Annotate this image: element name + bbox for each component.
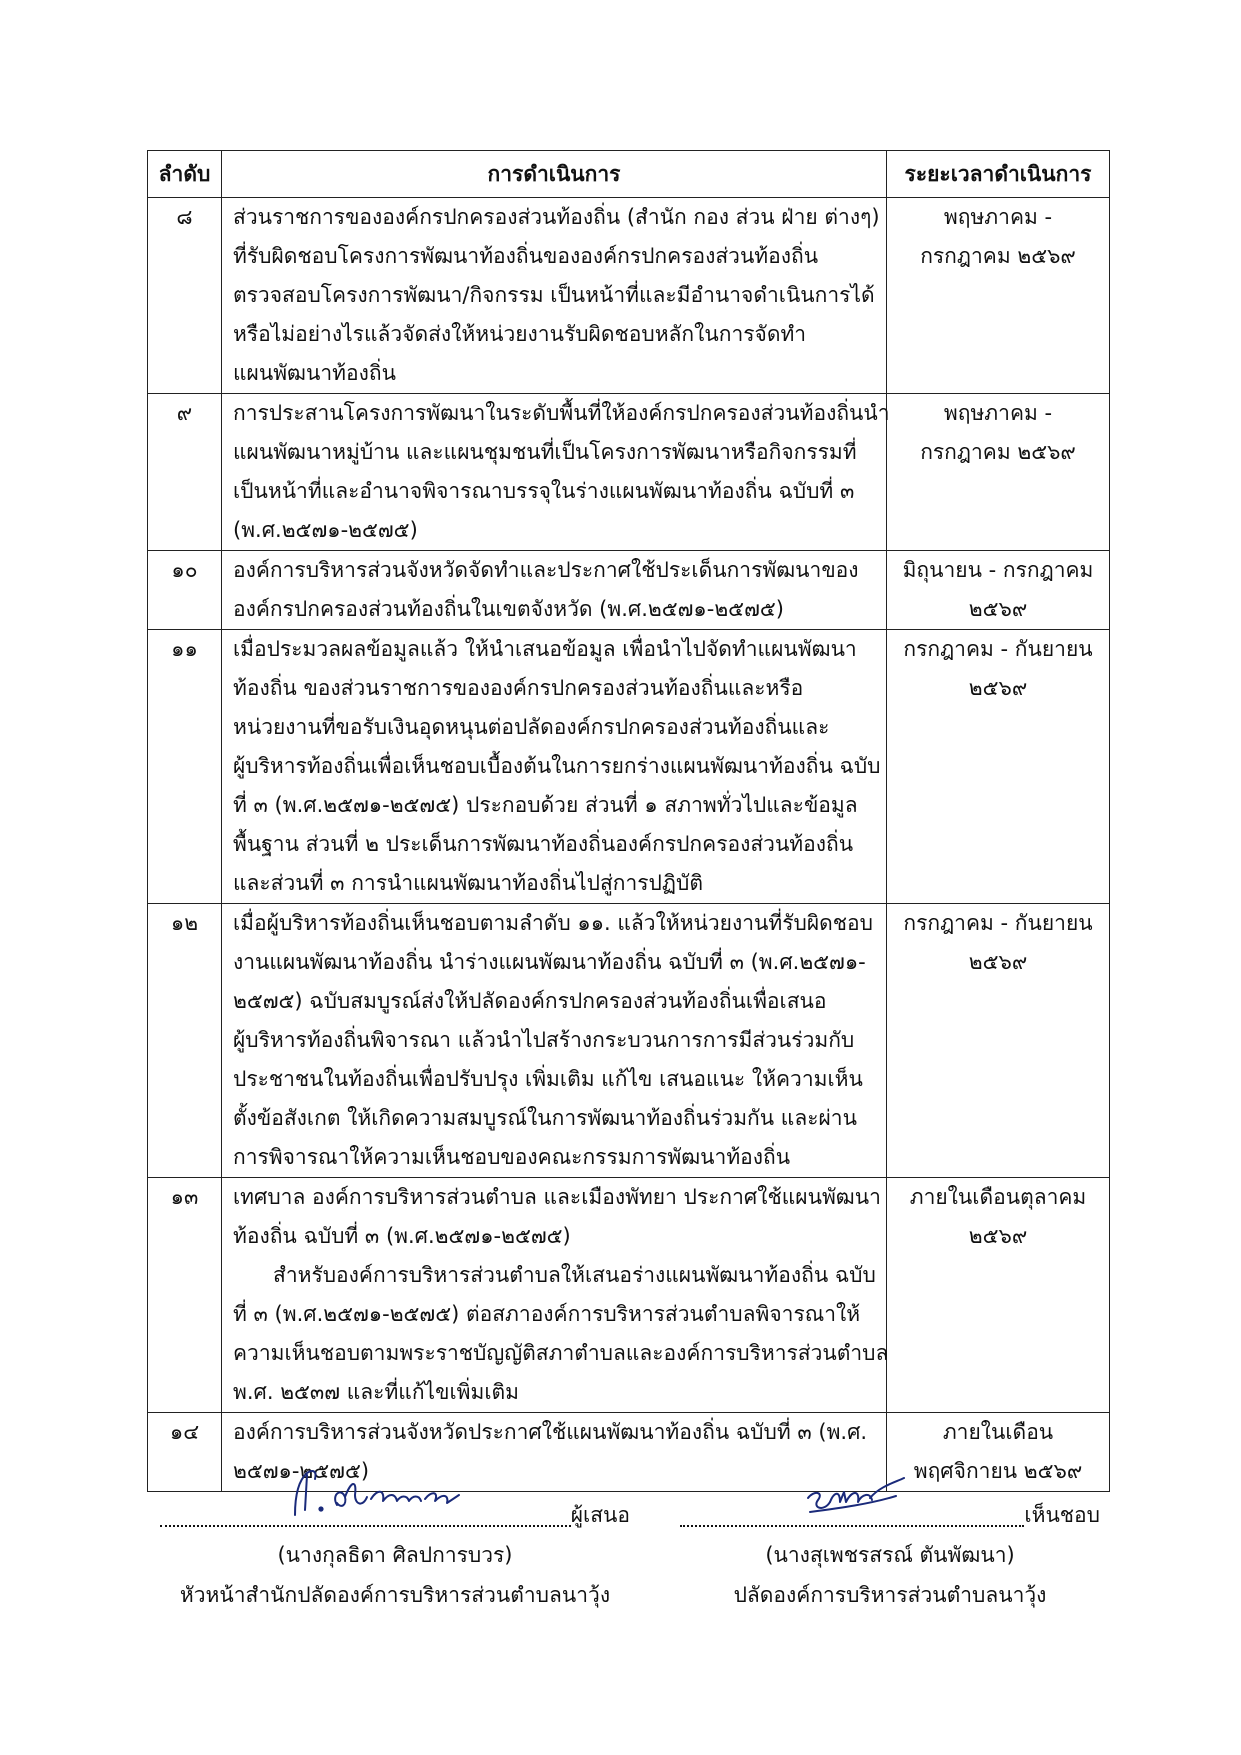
row-period xyxy=(887,1178,1110,1413)
period-line: มิถุนายน - กรกฎาคม xyxy=(902,558,1094,582)
row-period xyxy=(887,904,1110,1178)
period-line: ภายในเดือนตุลาคม xyxy=(909,1185,1087,1209)
period-line: ๒๕๖๙ xyxy=(968,1224,1028,1248)
op-line: หรือไม่อย่างไรแล้วจัดส่งให้หน่วยงานรับผิดชอบหลักในการจัดทำ xyxy=(233,322,807,346)
row-operation xyxy=(222,630,887,904)
dotted-line xyxy=(160,1503,571,1527)
row-operation xyxy=(222,1178,887,1413)
signer-name: (นางสุเพชรสรณ์ ตันพัฒนา) xyxy=(765,1543,1015,1567)
row-period xyxy=(887,551,1110,630)
row-seq: ๑๐ xyxy=(148,551,222,630)
period-line: พฤษภาคม - xyxy=(943,205,1053,229)
row-operation xyxy=(222,551,887,630)
row-seq: ๙ xyxy=(148,394,222,551)
row-seq: ๑๔ xyxy=(148,1413,222,1492)
op-line: ที่รับผิดชอบโครงการพัฒนาท้องถิ่นขององค์กรปกครองส่วนท้องถิ่น xyxy=(233,244,819,268)
period-line: ๒๕๖๙ xyxy=(968,950,1028,974)
op-line: หน่วยงานที่ขอรับเงินอุดหนุนต่อปลัดองค์กรปกครองส่วนท้องถิ่นและ xyxy=(233,715,830,739)
op-line: งานแผนพัฒนาท้องถิ่น นำร่างแผนพัฒนาท้องถิ่น ฉบับที่ ๓ (พ.ศ.๒๕๗๑- xyxy=(233,950,866,974)
op-line: เทศบาล องค์การบริหารส่วนตำบล และเมืองพัทยา ประกาศใช้แผนพัฒนา xyxy=(233,1185,881,1209)
op-line: ๒๕๗๑-๒๕๗๕) xyxy=(233,1459,370,1483)
header-period: ระยะเวลาดำเนินการ xyxy=(887,151,1110,198)
row-operation xyxy=(222,394,890,551)
row-seq: ๑๑ xyxy=(148,630,222,904)
op-line: ท้องถิ่น ฉบับที่ ๓ (พ.ศ.๒๕๗๑-๒๕๗๕) xyxy=(233,1224,571,1248)
op-line: องค์การบริหารส่วนจังหวัดจัดทำและประกาศใช้ประเด็นการพัฒนาของ xyxy=(233,558,859,582)
op-line: (พ.ศ.๒๕๗๑-๒๕๗๕) xyxy=(233,518,418,542)
op-line: ที่ ๓ (พ.ศ.๒๕๗๑-๒๕๗๕) ประกอบด้วย ส่วนที่ ๑ สภาพทั่วไปและข้อมูล xyxy=(233,793,858,817)
op-line: แผนพัฒนาท้องถิ่น xyxy=(233,361,396,385)
op-line: พื้นฐาน ส่วนที่ ๒ ประเด็นการพัฒนาท้องถิ่นองค์กรปกครองส่วนท้องถิ่น xyxy=(233,832,854,856)
op-line: ตั้งข้อสังเกต ให้เกิดความสมบูรณ์ในการพัฒนาท้องถิ่นร่วมกัน และผ่าน xyxy=(233,1106,857,1130)
row-seq: ๑๒ xyxy=(148,904,222,1178)
row-period xyxy=(887,630,1110,904)
op-line: การประสานโครงการพัฒนาในระดับพื้นที่ให้องค์กรปกครองส่วนท้องถิ่นนำ xyxy=(233,401,890,425)
signature-block-proposer xyxy=(160,1495,630,1615)
op-line: องค์การบริหารส่วนจังหวัดประกาศใช้แผนพัฒนาท้องถิ่น ฉบับที่ ๓ (พ.ศ. xyxy=(233,1420,868,1444)
signature-suffix: เห็นชอบ xyxy=(1024,1503,1100,1527)
signature-line xyxy=(160,1495,630,1535)
signer-position: ปลัดองค์การบริหารส่วนตำบลนาวุ้ง xyxy=(733,1583,1047,1607)
op-line: สำหรับองค์การบริหารส่วนตำบลให้เสนอร่างแผนพัฒนาท้องถิ่น ฉบับ xyxy=(273,1263,876,1287)
table-header-row xyxy=(148,151,1110,198)
period-line: กรกฎาคม - กันยายน xyxy=(903,637,1093,661)
op-line: ความเห็นชอบตามพระราชบัญญัติสภาตำบลและองค์การบริหารส่วนตำบล xyxy=(233,1341,889,1365)
signature-suffix: ผู้เสนอ xyxy=(570,1503,630,1527)
period-line: พฤษภาคม - xyxy=(943,401,1053,425)
op-line: องค์กรปกครองส่วนท้องถิ่นในเขตจังหวัด (พ.ศ.๒๕๗๑-๒๕๗๕) xyxy=(233,597,784,621)
period-line: กรกฎาคม ๒๕๖๙ xyxy=(920,440,1076,464)
signature-line xyxy=(680,1495,1100,1535)
op-line: การพิจารณาให้ความเห็นชอบของคณะกรรมการพัฒนาท้องถิ่น xyxy=(233,1145,791,1169)
row-period xyxy=(887,394,1110,551)
signature-block-approver xyxy=(680,1495,1100,1615)
op-line: เป็นหน้าที่และอำนาจพิจารณาบรรจุในร่างแผนพัฒนาท้องถิ่น ฉบับที่ ๓ xyxy=(233,479,855,503)
period-line: ภายในเดือน xyxy=(942,1420,1054,1444)
op-line: ประชาชนในท้องถิ่นเพื่อปรับปรุง เพิ่มเติม แก้ไข เสนอแนะ ให้ความเห็น xyxy=(233,1067,863,1091)
period-line: ๒๕๖๙ xyxy=(968,597,1028,621)
period-line: กรกฎาคม - กันยายน xyxy=(903,911,1093,935)
op-line: ตรวจสอบโครงการพัฒนา/กิจกรรม เป็นหน้าที่และมีอำนาจดำเนินการได้ xyxy=(233,283,875,307)
op-line: เมื่อประมวลผลข้อมูลแล้ว ให้นำเสนอข้อมูล เพื่อนำไปจัดทำแผนพัฒนา xyxy=(233,637,857,661)
schedule-table xyxy=(147,150,1110,1492)
period-line: กรกฎาคม ๒๕๖๙ xyxy=(920,244,1076,268)
period-line: พฤศจิกายน ๒๕๖๙ xyxy=(913,1459,1083,1483)
op-line: พ.ศ. ๒๕๓๗ และที่แก้ไขเพิ่มเติม xyxy=(233,1380,519,1404)
row-operation xyxy=(222,198,887,394)
row-operation xyxy=(222,904,887,1178)
op-line: และส่วนที่ ๓ การนำแผนพัฒนาท้องถิ่นไปสู่การปฏิบัติ xyxy=(233,871,703,895)
op-line: เมื่อผู้บริหารท้องถิ่นเห็นชอบตามลำดับ ๑๑. แล้วให้หน่วยงานที่รับผิดชอบ xyxy=(233,911,873,935)
op-line: ๒๕๗๕) ฉบับสมบูรณ์ส่งให้ปลัดองค์กรปกครองส่วนท้องถิ่นเพื่อเสนอ xyxy=(233,989,827,1013)
header-seq: ลำดับ xyxy=(148,151,222,198)
signer-name: (นางกุลธิดา ศิลปการบวร) xyxy=(277,1543,513,1567)
row-seq: ๑๓ xyxy=(148,1178,222,1413)
table-row xyxy=(148,630,1110,904)
table-row xyxy=(148,198,1110,394)
op-line: ผู้บริหารท้องถิ่นพิจารณา แล้วนำไปสร้างกระบวนการการมีส่วนร่วมกับ xyxy=(233,1028,855,1052)
dotted-line xyxy=(680,1503,1024,1527)
table-row xyxy=(148,394,1110,551)
op-line: แผนพัฒนาหมู่บ้าน และแผนชุมชนที่เป็นโครงการพัฒนาหรือกิจกรรมที่ xyxy=(233,440,857,464)
op-line: ผู้บริหารท้องถิ่นเพื่อเห็นชอบเบื้องต้นในการยกร่างแผนพัฒนาท้องถิ่น ฉบับ xyxy=(233,754,881,778)
row-seq: ๘ xyxy=(148,198,222,394)
table-row xyxy=(148,904,1110,1178)
row-period xyxy=(887,198,1110,394)
op-line: ที่ ๓ (พ.ศ.๒๕๗๑-๒๕๗๕) ต่อสภาองค์การบริหารส่วนตำบลพิจารณาให้ xyxy=(233,1302,861,1326)
period-line: ๒๕๖๙ xyxy=(968,676,1028,700)
table-row xyxy=(148,551,1110,630)
table-row xyxy=(148,1178,1110,1413)
op-line: ท้องถิ่น ของส่วนราชการขององค์กรปกครองส่วนท้องถิ่นและหรือ xyxy=(233,676,804,700)
header-operation: การดำเนินการ xyxy=(222,151,887,198)
op-line: ส่วนราชการขององค์กรปกครองส่วนท้องถิ่น (สำนัก กอง ส่วน ฝ่าย ต่างๆ) xyxy=(233,205,880,229)
signer-position: หัวหน้าสำนักปลัดองค์การบริหารส่วนตำบลนาวุ้ง xyxy=(179,1583,611,1607)
